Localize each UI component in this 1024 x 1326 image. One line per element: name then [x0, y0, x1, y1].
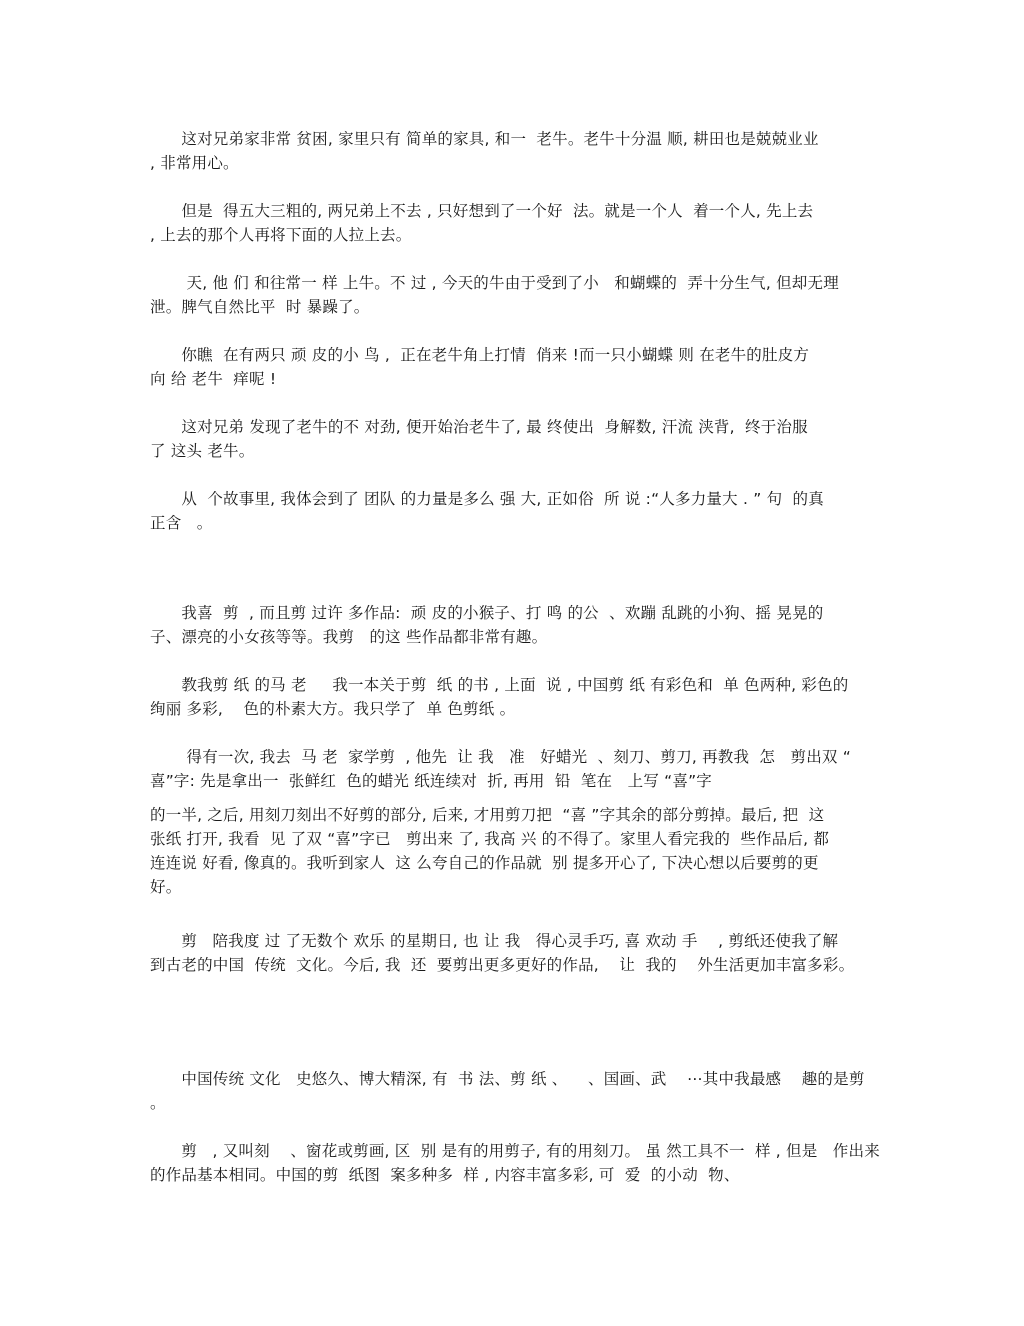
paragraph-tamed-ox — [150, 415, 880, 463]
text-line: 剪 , 又叫刻 、窗花或剪画, 区 别 是有的用剪子, 有的用刻刀。 虽 然工具不一 样 , 但是 作出来 — [150, 1142, 880, 1160]
text-line: 的一半, 之后, 用刻刀刻出不好剪的部分, 后来, 才用剪刀把 “喜 ”字其余的部分剪掉。最后, 把 这 — [150, 806, 825, 824]
text-line: 你瞧 在有两只 顽 皮的小 鸟 , 正在老牛角上打情 俏来 !而一只小蝴蝶 则 在老牛的肚皮方 — [150, 346, 810, 364]
paragraph-brothers-ox — [150, 127, 880, 175]
paragraph-angry-ox — [150, 271, 880, 319]
text-line: 绚丽 多彩, 色的朴素大方。我只学了 单 色剪纸 。 — [150, 700, 516, 718]
text-line: 子、漂亮的小女孩等等。我剪 的这 些作品都非常有趣。 — [150, 628, 548, 646]
text-line: , 上去的那个人再将下面的人拉上去。 — [150, 226, 412, 244]
paragraph-teacher-ma — [150, 673, 880, 721]
text-line: 泄。脾气自然比平 时 暴躁了。 — [150, 298, 370, 316]
text-line: 正含 。 — [150, 514, 213, 532]
text-line: 我喜 剪 , 而且剪 过许 多作品: 顽 皮的小猴子、打 鸣 的公 、欢蹦 乱跳的小狗、摇 晃晃的 — [150, 604, 824, 622]
text-line: 这对兄弟 发现了老牛的不 对劲, 便开始治老牛了, 最 终使出 身解数, 汗流 浃背, 终于治服 — [150, 418, 808, 436]
text-line: 得有一次, 我去 马 老 家学剪 , 他先 让 我 准 好蜡光 、刻刀、剪刀, 再教我 怎 剪出双 “ — [150, 748, 851, 766]
text-line: 但是 得五大三粗的, 两兄弟上不去 , 只好想到了一个好 法。就是一个人 着一个人, 先上去 — [150, 202, 814, 220]
paragraph-paper-cutting-joy — [150, 929, 880, 977]
text-line: 教我剪 纸 的马 老 我一本关于剪 纸 的书 , 上面 说 , 中国剪 纸 有彩色和 单 色两种, 彩色的 — [150, 676, 849, 694]
text-line: 。 — [150, 1094, 166, 1112]
text-line: 喜”字: 先是拿出一 张鲜红 色的蜡光 纸连续对 折, 再用 铅 笔在 上写 “喜”字 — [150, 772, 713, 790]
text-line: 连连说 好看, 像真的。我听到家人 这 么夸自己的作品就 别 提多开心了, 下决心想以后要剪的更 — [150, 854, 819, 872]
paragraph-team-power — [150, 487, 880, 535]
paragraph-learning-double-happiness — [150, 745, 880, 793]
text-line: 剪 陪我度 过 了无数个 欢乐 的星期日, 也 让 我 得心灵手巧, 喜 欢动 手 , 剪纸还使我了解 — [150, 932, 839, 950]
text-line: 的作品基本相同。中国的剪 纸图 案多种多 样 , 内容丰富多彩, 可 爱 的小动 物、 — [150, 1166, 740, 1184]
text-line: , 非常用心。 — [150, 154, 239, 172]
paragraph-chinese-culture — [150, 1067, 880, 1115]
paragraph-paper-cutting-definition — [150, 1139, 880, 1187]
text-line: 这对兄弟家非常 贫困, 家里只有 简单的家具, 和一 老牛。老牛十分温 顺, 耕田也是兢兢业业 — [150, 130, 819, 148]
paragraph-birds-butterfly — [150, 343, 880, 391]
text-line: 好。 — [150, 878, 182, 896]
paragraph-cutting-process — [150, 803, 880, 899]
paragraph-climbing-method — [150, 199, 880, 247]
text-line: 从 个故事里, 我体会到了 团队 的力量是多么 强 大, 正如俗 所 说 :“人多力量大 . ” 句 的真 — [150, 490, 824, 508]
paragraph-paper-cutting-works — [150, 601, 880, 649]
text-line: 向 给 老牛 痒呢 ! — [150, 370, 277, 388]
text-line: 天, 他 们 和往常一 样 上牛。不 过 , 今天的牛由于受到了小 和蝴蝶的 弄十分生气, 但却无理 — [150, 274, 839, 292]
text-line: 了 这头 老牛。 — [150, 442, 255, 460]
text-line: 中国传统 文化 史悠久、博大精深, 有 书 法、剪 纸 、 、国画、武 ⋯其中我最感 趣的是剪 — [150, 1070, 865, 1088]
text-line: 到古老的中国 传统 文化。今后, 我 还 要剪出更多更好的作品, 让 我的 外生活更加丰富多彩。 — [150, 956, 855, 974]
text-line: 张纸 打开, 我看 见 了双 “喜”字已 剪出来 了, 我高 兴 的不得了。家里人看完我的 些作品后, 都 — [150, 830, 830, 848]
